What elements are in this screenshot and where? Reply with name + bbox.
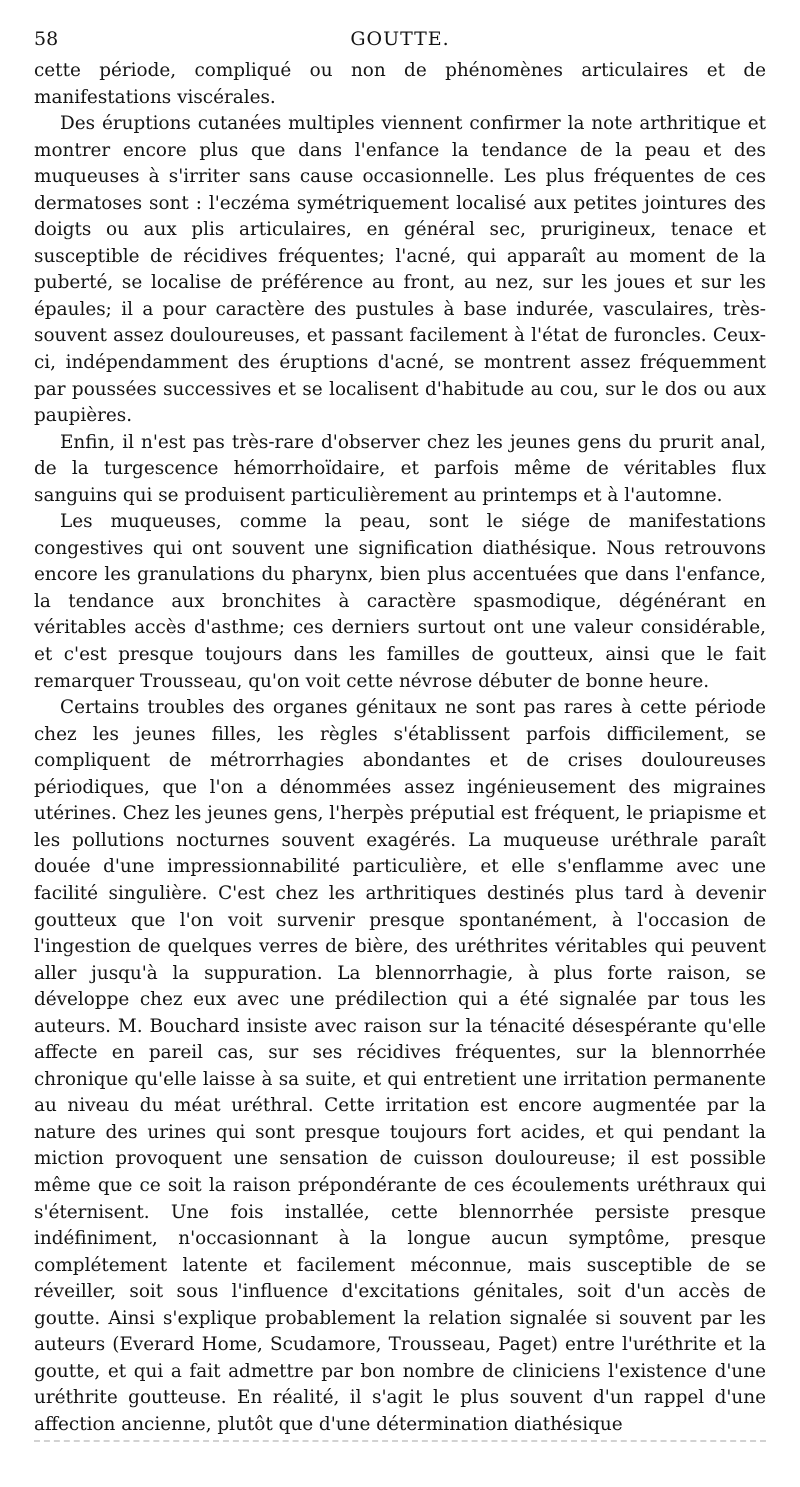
- book-page: [34, 26, 766, 1438]
- paragraph-eruptions: Des éruptions cutanées multiples viennent confirmer la note arthritique et montrer encore plus que dans l'enfance la tendance de la peau et des muqueuses à s'irriter sans cause occasionnelle. Les plus fréquentes de ces dermatoses sont : l'eczéma symétriquement localisé aux petites jointures des doigts ou aux plis articulaires, en général sec, prurigineux, tenace et susceptible de récidives fréquentes; l'acné, qui apparaît au moment de la puberté, se localise de préférence au front, au nez, sur les joues et sur les épaules; il a pour caractère des pustules à base indurée, vasculaires, très-souvent assez douloureuses, et passant facilement à l'état de furoncles. Ceux-ci, indépendamment des éruptions d'acné, se montrent assez fréquemment par poussées successives et se localisent d'habitude au cou, sur le dos ou aux paupières.: [34, 113, 766, 427]
- running-title: GOUTTE.: [350, 28, 450, 50]
- paragraph-prurit: Enfin, il n'est pas très-rare d'observer chez les jeunes gens du prurit anal, de la turgescence hémorrhoïdaire, et parfois même de véritables flux sanguins qui se produisent particulièrement au printemps et à l'automne.: [34, 431, 766, 506]
- bleed-through-marks: [34, 1440, 766, 1448]
- paragraph-continuation: cette période, compliqué ou non de phénomènes articulaires et de manifestations viscérales.: [34, 60, 766, 108]
- body-text: [34, 58, 766, 1438]
- paragraph-muqueuses: Les muqueuses, comme la peau, sont le siége de manifestations congestives qui ont souvent une signification diathésique. Nous retrouvons encore les granulations du pharynx, bien plus accentuées que dans l'enfance, la tendance aux bronchites à caractère spasmodique, dégénérant en véritables accès d'asthme; ces derniers surtout ont une valeur considérable, et c'est presque toujours dans les familles de goutteux, ainsi que le fait remarquer Trousseau, qu'on voit cette névrose débuter de bonne heure.: [34, 511, 766, 692]
- page-header: [34, 26, 766, 52]
- page-number: 58: [34, 28, 59, 50]
- paragraph-organes-genitaux: Certains troubles des organes génitaux ne sont pas rares à cette période chez les jeunes filles, les règles s'établissent parfois difficilement, se compliquent de métrorrhagies abondantes et de crises douloureuses périodiques, que l'on a dénommées assez ingénieusement des migraines utérines. Chez les jeunes gens, l'herpès préputial est fréquent, le priapisme et les pollutions nocturnes souvent exagérés. La muqueuse uréthrale paraît douée d'une impressionnabilité particulière, et elle s'enflamme avec une facilité singulière. C'est chez les arthritiques destinés plus tard à devenir goutteux que l'on voit survenir presque spontanément, à l'occasion de l'ingestion de quelques verres de bière, des uréthrites véritables qui peuvent aller jusqu'à la suppuration. La blennorrhagie, à plus forte raison, se développe chez eux avec une prédilection qui a été signalée par tous les auteurs. M. Bouchard insiste avec raison sur la ténacité désespérante qu'elle affecte en pareil cas, sur ses récidives fréquentes, sur la blennorrhée chronique qu'elle laisse à sa suite, et qui entretient une irritation permanente au niveau du méat uréthral. Cette irritation est encore augmentée par la nature des urines qui sont presque toujours fort acides, et qui pendant la miction provoquent une sensation de cuisson douloureuse; il est possible même que ce soit la raison prépondérante de ces écoulements uréthraux qui s'éternisent. Une fois installée, cette blennorrhée persiste presque indéfiniment, n'occasionnant à la longue aucun symptôme, presque complétement latente et facilement méconnue, mais susceptible de se réveiller, soit sous l'influence d'excitations génitales, soit d'un accès de goutte. Ainsi s'explique probablement la relation signalée si souvent par les auteurs (Everard Home, Scudamore, Trousseau, Paget) entre l'uréthrite et la goutte, et qui a fait admettre par bon nombre de cliniciens l'existence d'une uréthrite goutteuse. En réalité, il s'agit le plus souvent d'un rappel d'une affection ancienne, plutôt que d'une détermination diathésique: [34, 697, 766, 1435]
